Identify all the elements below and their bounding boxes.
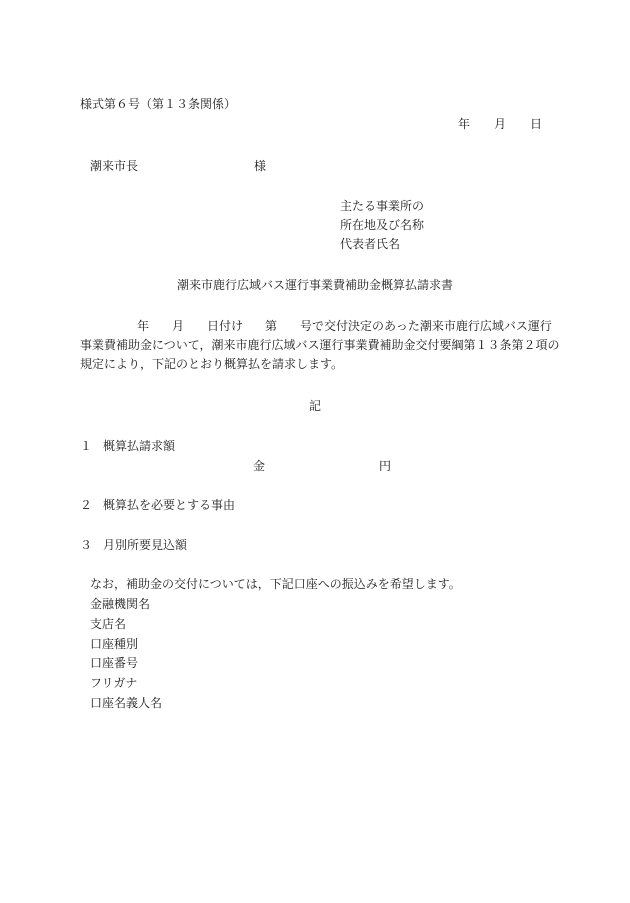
body-line-3: 規定により，下記のとおり概算払を請求します。	[80, 357, 344, 371]
bank-field-holder-name: 口座名義人名	[90, 696, 163, 710]
bank-field-furigana: フリガナ	[90, 676, 138, 690]
item-1-label: 概算払請求額	[103, 439, 176, 453]
item-2-label: 概算払を必要とする事由	[103, 498, 236, 512]
amount-suffix: 円	[379, 459, 392, 473]
body-go: 号で交付決定のあった潮来市鹿行広域バス運行	[300, 319, 552, 333]
bank-field-account-number: 口座番号	[90, 656, 139, 670]
addressee-honorific: 様	[254, 159, 267, 173]
bank-field-account-type: 口座種別	[90, 637, 139, 651]
item-3-label: 月別所要見込額	[103, 538, 188, 552]
body-month: 月	[172, 319, 185, 333]
bank-field-institution: 金融機関名	[90, 597, 151, 611]
item-3-number: ３	[80, 538, 93, 552]
body-dai: 第	[265, 319, 278, 333]
body-year: 年	[137, 319, 150, 333]
bank-intro: なお，補助金の交付については，下記口座への振込みを希望します。	[90, 577, 461, 591]
date-day: 日	[530, 117, 543, 131]
form-number: 様式第６号（第１３条関係）	[80, 97, 237, 111]
date-month: 月	[494, 117, 507, 131]
bank-field-branch: 支店名	[90, 617, 127, 631]
applicant-line-2: 所在地及び名称	[340, 218, 425, 232]
ki-heading: 記	[309, 399, 322, 413]
document-title: 潮来市鹿行広域バス運行事業費補助金概算払請求書	[176, 278, 453, 292]
date-year: 年	[458, 117, 471, 131]
amount-prefix: 金	[253, 459, 266, 473]
body-line-2: 事業費補助金について，潮来市鹿行広域バス運行事業費補助金交付要綱第１３条第２項の	[80, 338, 560, 352]
item-1-number: １	[80, 439, 93, 453]
addressee-name: 潮来市長	[90, 159, 139, 173]
item-2-number: ２	[80, 498, 93, 512]
body-day: 日付け	[207, 319, 244, 333]
applicant-line-3: 代表者氏名	[340, 237, 401, 251]
applicant-line-1: 主たる事業所の	[340, 199, 425, 213]
